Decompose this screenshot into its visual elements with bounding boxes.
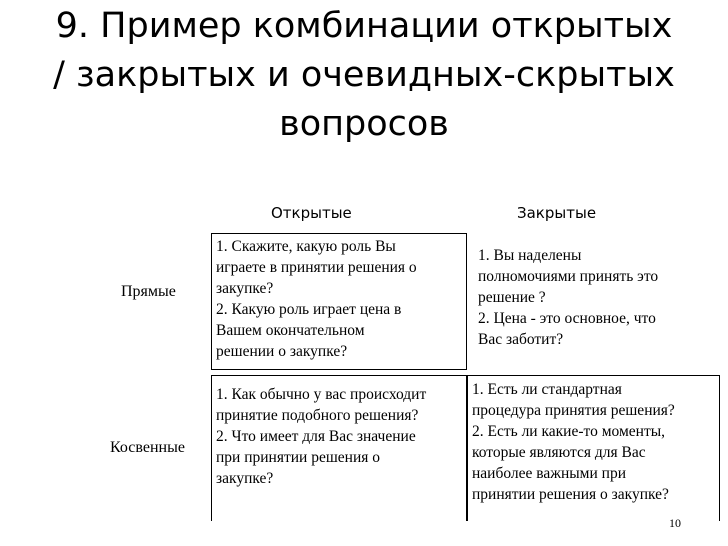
cell-line: 2. Цена - это основное, что	[478, 310, 656, 327]
cell-line: закупке?	[216, 470, 274, 487]
slide-title-line: / закрытых и очевидных-скрытых	[53, 55, 675, 95]
cell-line: 2. Что имеет для Вас значение	[216, 428, 416, 445]
cell-line: 1. Как обычно у вас происходит	[216, 386, 427, 403]
slide-title	[0, 2, 728, 149]
cell-line: 2. Какую роль играет цена в	[216, 301, 402, 318]
cell-direct-closed	[473, 240, 721, 354]
row-header-indirect: Косвенные	[110, 439, 185, 456]
cell-line: решение ?	[478, 289, 546, 306]
cell-line: полномочиями принять это	[478, 268, 659, 285]
cell-line: играете в принятии решения о	[216, 259, 417, 276]
cell-line: наиболее важными при	[472, 465, 627, 482]
cell-line: при принятии решения о	[216, 449, 381, 466]
cell-line: которые являются для Вас	[472, 444, 646, 461]
cell-line: принятии решения о закупке?	[472, 486, 669, 503]
cell-line: процедура принятия решения?	[472, 402, 675, 419]
cell-line: 1. Вы наделены	[478, 247, 582, 264]
slide-title-line: вопросов	[279, 104, 449, 144]
cell-line: принятие подобного решения?	[216, 407, 419, 424]
cell-line: Вашем окончательном	[216, 322, 365, 339]
page-number: 10	[669, 516, 681, 530]
cell-line: 1. Скажите, какую роль Вы	[216, 238, 396, 255]
cell-line: 1. Есть ли стандартная	[472, 381, 622, 398]
cell-line: Вас заботит?	[478, 331, 564, 348]
cell-direct-open	[211, 233, 467, 370]
column-header-open: Открытые	[271, 204, 352, 222]
cell-line: 2. Есть ли какие-то моменты,	[472, 423, 666, 440]
cell-indirect-closed	[467, 375, 720, 521]
column-header-closed: Закрытые	[517, 204, 597, 222]
cell-indirect-open	[211, 375, 467, 521]
slide-title-line: 9. Пример комбинации открытых	[55, 6, 673, 46]
row-header-direct: Прямые	[121, 283, 176, 300]
cell-line: закупке?	[216, 280, 274, 297]
cell-line: решении о закупке?	[216, 343, 348, 360]
